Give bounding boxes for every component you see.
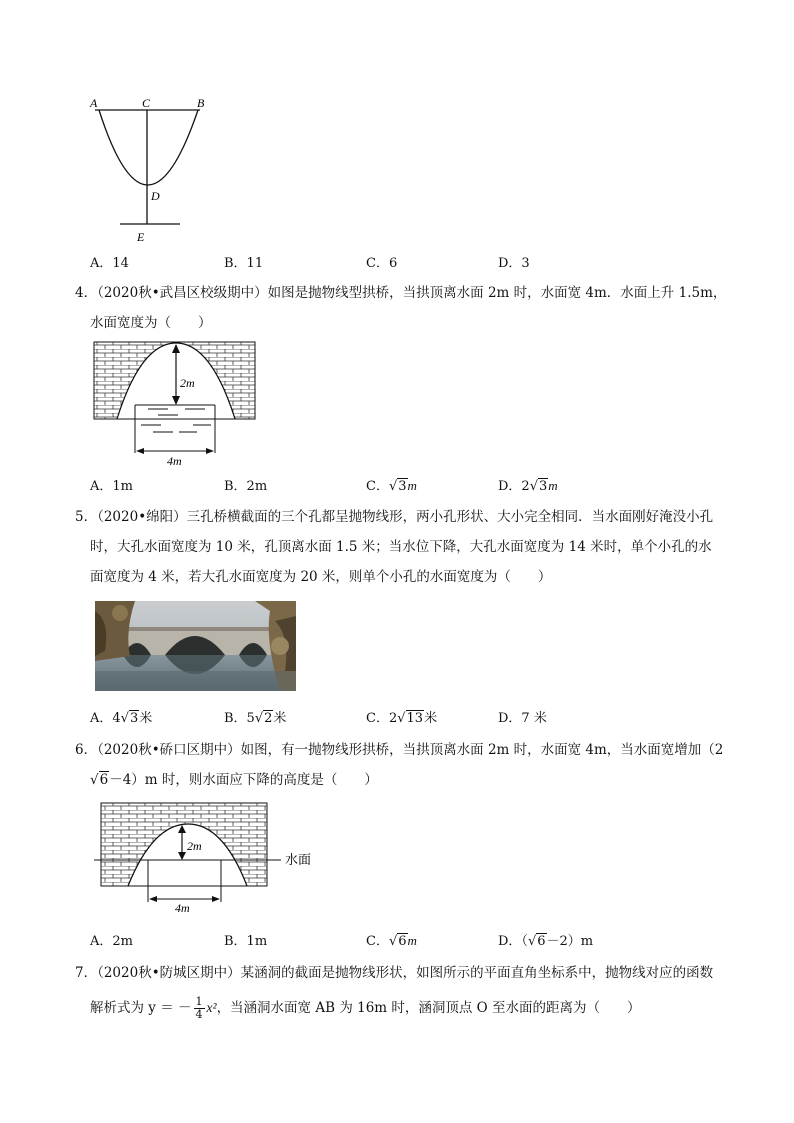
sqrt-icon: √ xyxy=(120,711,129,726)
q4-option-d-radicand: 3 xyxy=(539,479,548,494)
q7-fraction-denominator: 4 xyxy=(195,1007,203,1021)
q6-option-a: A．2m xyxy=(90,934,133,949)
q5-bridge-photo xyxy=(95,601,296,691)
sqrt-icon: √ xyxy=(388,479,398,494)
q5-option-b-unit: 米 xyxy=(273,711,287,726)
q5-option-c-prefix: C．2 xyxy=(366,711,398,726)
q7-stem-variable: x² xyxy=(206,1000,217,1015)
q6-stem-line1: 6．（2020秋•硚口区期中）如图，有一抛物线形拱桥，当拱顶离水面 2m 时，水面宽 4m，当水面宽增加（2 xyxy=(75,742,724,758)
q4-arch-bridge-figure xyxy=(93,341,257,466)
q4-stem-line1: 4．（2020秋•武昌区校级期中）如图是抛物线型拱桥，当拱顶离水面 2m 时，水面宽 4m．水面上升 1.5m， xyxy=(75,285,727,301)
q7-stem-line1: 7．（2020秋•防城区期中）某涵洞的截面是抛物线形状，如图所示的平面直角坐标系中，抛物线对应的函数 xyxy=(75,965,714,981)
q6-option-c-unit: m xyxy=(407,933,417,948)
q6-option-c xyxy=(366,930,417,949)
q5-option-b-radicand: 2 xyxy=(264,711,273,726)
q3-option-c: C．6 xyxy=(366,256,398,271)
q7-fraction xyxy=(194,996,205,1021)
q3-label-a: A xyxy=(90,96,98,110)
q4-option-b: B．2m xyxy=(224,479,268,494)
q5-option-c xyxy=(366,707,437,726)
q7-stem-rest: ，当涵洞水面宽 AB 为 16m 时，涵洞顶点 O 至水面的距离为（ ） xyxy=(216,1000,641,1016)
q6-option-c-radicand: 6 xyxy=(398,934,407,949)
q4-height-label: 2m xyxy=(180,376,195,390)
q5-option-c-unit: 米 xyxy=(424,711,438,726)
q5-option-c-radicand: 13 xyxy=(406,711,424,726)
q3-label-e: E xyxy=(137,230,145,244)
q6-option-d-prefix: D．（ xyxy=(498,934,528,949)
q4-stem-line2: 水面宽度为（ ） xyxy=(90,315,212,331)
q7-stem-line2 xyxy=(90,993,641,1023)
q5-option-d: D．7 米 xyxy=(498,711,547,726)
q4-option-d xyxy=(498,475,558,494)
q3-option-b: B．11 xyxy=(224,256,264,271)
q4-option-c-radicand: 3 xyxy=(398,479,407,494)
q7-fraction-numerator: 1 xyxy=(195,994,203,1008)
q3-option-d: D．3 xyxy=(498,256,530,271)
q5-stem-line1: 5．（2020•绵阳）三孔桥横截面的三个孔都呈抛物线形，两小孔形状、大小完全相同．当水面刚好淹没小孔 xyxy=(75,509,714,525)
q3-option-a: A．14 xyxy=(90,256,129,271)
q6-option-d-suffix: －2）m xyxy=(546,934,594,949)
sqrt-icon: √ xyxy=(388,934,398,949)
q3-label-c: C xyxy=(142,96,151,110)
sqrt-icon: √ xyxy=(529,479,538,494)
q5-option-a-radicand: 3 xyxy=(129,711,139,726)
q5-option-a-prefix: A．4 xyxy=(90,711,121,726)
sqrt-icon: √ xyxy=(527,934,537,949)
q4-option-c-unit: m xyxy=(407,478,417,493)
q6-option-b: B．1m xyxy=(224,934,268,949)
q4-option-c xyxy=(366,475,417,494)
q5-option-a-unit: 米 xyxy=(139,711,153,726)
q5-option-a xyxy=(90,707,152,726)
q5-stem-line3: 面宽度为 4 米，若大孔水面宽度为 20 米，则单个小孔的水面宽度为（ ） xyxy=(90,569,552,585)
q7-stem-prefix: 解析式为 y ＝ － xyxy=(90,1000,192,1016)
sqrt-icon: √ xyxy=(254,711,264,726)
q4-option-d-unit: m xyxy=(548,478,558,493)
q6-arch-bridge-figure xyxy=(93,802,323,912)
q3-label-b: B xyxy=(197,96,205,110)
q3-parabola-figure xyxy=(85,90,205,245)
q6-option-d-radicand: 6 xyxy=(537,934,546,949)
q5-option-b xyxy=(224,707,286,726)
q5-option-b-prefix: B．5 xyxy=(224,711,255,726)
q4-option-a: A．1m xyxy=(90,479,133,494)
q4-option-c-prefix: C． xyxy=(366,479,389,494)
q6-option-d xyxy=(498,930,593,949)
q6-height-label: 2m xyxy=(187,839,202,853)
q3-label-d: D xyxy=(151,189,160,203)
q6-stem-line2-rest: －4）m 时，则水面应下降的高度是（ ） xyxy=(109,772,378,788)
q6-width-label: 4m xyxy=(175,901,190,912)
q6-stem-radicand: 6 xyxy=(99,772,109,788)
q4-option-d-prefix: D．2 xyxy=(498,479,530,494)
sqrt-icon: √ xyxy=(397,711,406,726)
q6-water-label: 水面 xyxy=(285,853,312,868)
sqrt-icon: √ xyxy=(90,772,99,788)
q6-stem-line2 xyxy=(90,765,378,795)
q5-stem-line2: 时，大孔水面宽度为 10 米，孔顶离水面 1.5 米；当水位下降，大孔水面宽度为 14 米时，单个小孔的水 xyxy=(90,539,712,555)
q6-option-c-prefix: C． xyxy=(366,934,389,949)
q4-width-label: 4m xyxy=(167,454,182,466)
